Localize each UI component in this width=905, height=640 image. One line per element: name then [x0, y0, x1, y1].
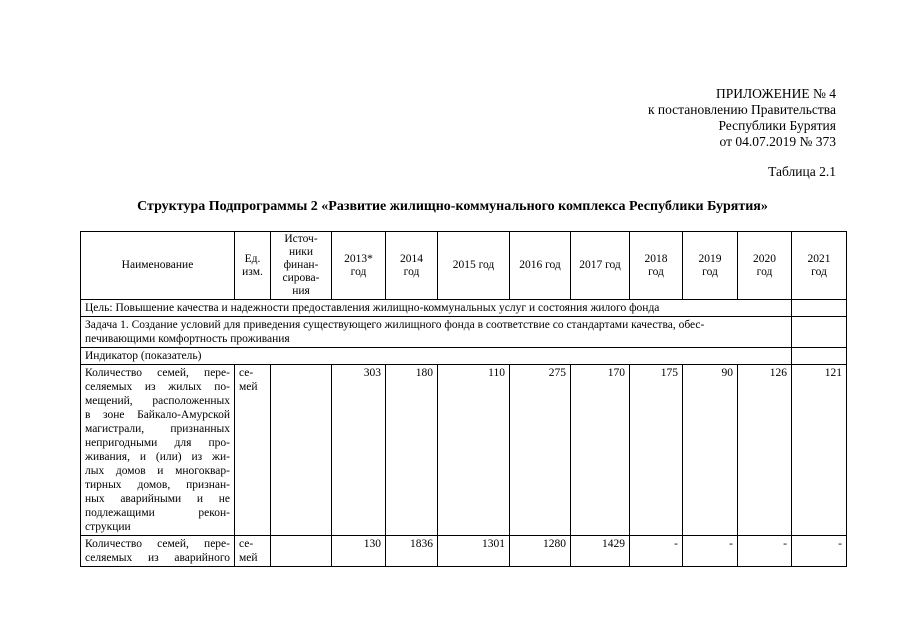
document-title: Структура Подпрограммы 2 «Развитие жилищно-коммунального комплекса Республики Бурятия» — [137, 199, 768, 214]
row2-2015: 1301 — [438, 536, 510, 567]
subprogram-table — [80, 231, 847, 567]
appendix-line-2: к постановлению Правительства — [647, 102, 836, 117]
row2-2020: - — [738, 536, 792, 567]
col-source-header: Источ- ники финан- сирова- ния — [271, 232, 332, 300]
header-row — [81, 232, 847, 300]
row2-2013: 130 — [332, 536, 386, 567]
col-2019-header: 2019 год — [683, 232, 738, 300]
appendix-date: от 04.07.2019 № 373 — [719, 134, 836, 149]
row1-unit: се- мей — [235, 365, 271, 536]
row1-2015: 110 — [438, 365, 510, 536]
row1-source — [271, 365, 332, 536]
task-cell: Задача 1. Создание условий для приведения существующего жилищного фонда в соответствие со стандартами качества, обес- печивающими комфортность проживания — [81, 317, 792, 348]
appendix-header — [648, 86, 836, 150]
goal-empty-cell — [792, 300, 847, 317]
row2-2018: - — [630, 536, 683, 567]
row2-source — [271, 536, 332, 567]
row2-2016: 1280 — [510, 536, 571, 567]
col-unit-header: Ед. изм. — [235, 232, 271, 300]
indicator-row — [81, 348, 847, 365]
appendix-line-3: Республики Бурятия — [718, 118, 836, 133]
row1-2020: 126 — [738, 365, 792, 536]
col-2018-header: 2018 год — [630, 232, 683, 300]
goal-row — [81, 300, 847, 317]
row2-name: Количество семей, пере- селяемых из аварийного — [81, 536, 235, 567]
col-2017-header: 2017 год — [571, 232, 630, 300]
task-empty-cell — [792, 317, 847, 348]
goal-cell: Цель: Повышение качества и надежности предоставления жилищно-коммунальных услуг и состояния жилого фонда — [81, 300, 792, 317]
row1-2016: 275 — [510, 365, 571, 536]
row1-2013: 303 — [332, 365, 386, 536]
row1-2017: 170 — [571, 365, 630, 536]
col-2021-header: 2021 год — [792, 232, 847, 300]
row1-name: Количество семей, пере- селяемых из жилых по- мещений, расположенных в зоне Байкало-Амурской магистрали, признанных непригодными для про- живания, и (или) из жи- лых домов и многоквар- тирных домов, признан- ных аварийными и не подлежащими рекон- струкции — [81, 365, 235, 536]
row1-2018: 175 — [630, 365, 683, 536]
table-row — [81, 536, 847, 567]
row1-2019: 90 — [683, 365, 738, 536]
col-name-header: Наименование — [81, 232, 235, 300]
task-row — [81, 317, 847, 348]
row2-2019: - — [683, 536, 738, 567]
indicator-empty-cell — [792, 348, 847, 365]
col-2014-header: 2014 год — [386, 232, 438, 300]
col-2016-header: 2016 год — [510, 232, 571, 300]
col-2013-header: 2013* год — [332, 232, 386, 300]
row1-2014: 180 — [386, 365, 438, 536]
table-row — [81, 365, 847, 536]
row2-unit: се- мей — [235, 536, 271, 567]
appendix-title: ПРИЛОЖЕНИЕ № 4 — [715, 86, 836, 101]
table-number: Таблица 2.1 — [768, 164, 836, 179]
col-2020-header: 2020 год — [738, 232, 792, 300]
row1-2021: 121 — [792, 365, 847, 536]
row2-2021: - — [792, 536, 847, 567]
indicator-cell: Индикатор (показатель) — [81, 348, 792, 365]
row2-2014: 1836 — [386, 536, 438, 567]
col-2015-header: 2015 год — [438, 232, 510, 300]
row2-2017: 1429 — [571, 536, 630, 567]
